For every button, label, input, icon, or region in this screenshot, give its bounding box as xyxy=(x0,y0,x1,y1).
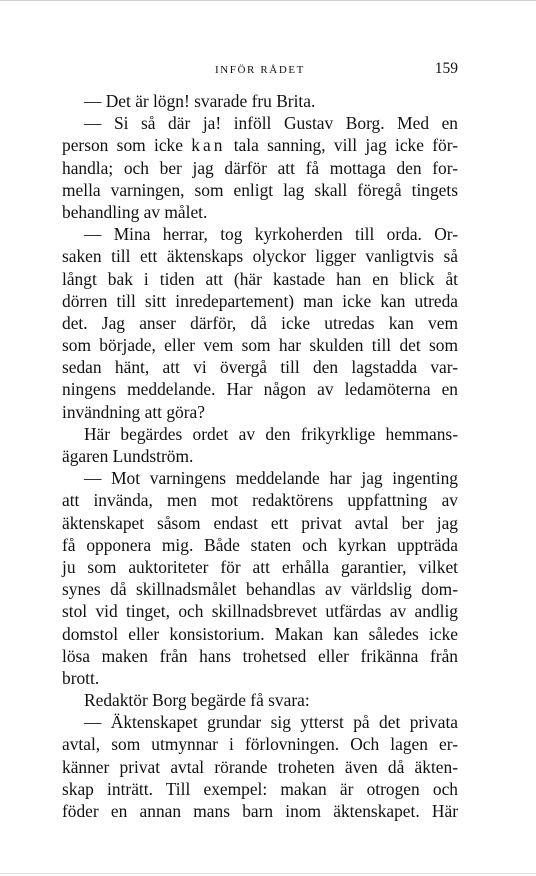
text-line: Här begärdes ordet av den frikyrklige hemmans- xyxy=(84,423,458,444)
text-line: synes då skillnadsmålet behandlas av världslig dom- xyxy=(62,579,458,600)
text-line: saken till ett äktenskaps olyckor ligger vanligtvis så xyxy=(62,246,458,267)
text-line: Redaktör Borg begärde få svara: xyxy=(84,690,310,711)
text-line: handla; och ber jag därför att få mottaga den for- xyxy=(62,157,458,178)
text-line: domstol eller konsistorium. Makan kan således icke xyxy=(62,623,458,644)
text-line: som började, eller vem som har skulden till det som xyxy=(62,335,458,356)
text-line xyxy=(62,134,458,156)
text-line: få opponera mig. Både staten och kyrkan uppträda xyxy=(62,534,458,555)
text-line: det. Jag anser därför, då icke utredas kan vem xyxy=(62,312,458,333)
text-line: känner privat avtal rörande troheten även då äkten- xyxy=(62,756,458,777)
text-line: ningens meddelande. Har någon av ledamöterna en xyxy=(62,379,458,400)
text-line: behandling av målet. xyxy=(62,201,208,222)
text-line: — Si så där ja! inföll Gustav Borg. Med en xyxy=(84,113,458,134)
top-rule xyxy=(0,0,536,1)
text-line: äktenskapet såsom endast ett privat avtal ber jag xyxy=(62,512,458,533)
bottom-rule xyxy=(0,873,536,874)
text-line: ägaren Lundström. xyxy=(62,446,194,466)
text-line: långt bak i tiden att (här kastade han en blick åt xyxy=(62,268,458,289)
page-number: 159 xyxy=(434,60,458,77)
text-line: ju som auktoriteter för att erhålla garantier, vilket xyxy=(62,556,458,577)
body-text xyxy=(62,90,458,822)
text-line: — Det är lögn! svarade fru Brita. xyxy=(84,91,316,111)
text-line: invändning att göra? xyxy=(62,401,205,422)
text-line: mella varningen, som enligt lag skall föregå tingets xyxy=(62,179,458,200)
text-line: skap inträtt. Till exempel: makan är otrogen och xyxy=(62,778,458,799)
page-header xyxy=(62,58,458,82)
text-line: avtal, som utmynnar i förlovningen. Och lagen er- xyxy=(62,734,458,755)
text-line: dörren till sitt inredepartement) man icke kan utreda xyxy=(62,290,458,311)
text-line: brott. xyxy=(62,667,100,688)
text-line: föder en annan mans barn inom äktenskapet. Här xyxy=(62,801,458,821)
emphasis-text: kan xyxy=(191,135,226,156)
text-segment: tala sanning, vill jag icke för- xyxy=(225,135,458,156)
text-line: lösa maken från hans trohetsed eller frikänna från xyxy=(62,645,458,666)
text-line: att invända, men mot redaktörens uppfattning av xyxy=(62,490,458,511)
text-line: sedan hänt, att vi övergå till den lagstadda var- xyxy=(62,357,458,378)
text-line: — Mina herrar, tog kyrkoherden till orda. Or- xyxy=(84,224,458,245)
text-line: stol vid tinget, och skillnadsbrevet utfärdas av andlig xyxy=(62,601,458,622)
text-line: — Äktenskapet grundar sig ytterst på det privata xyxy=(84,712,458,733)
text-segment: person som icke xyxy=(62,135,192,156)
running-title: INFÖR RÅDET xyxy=(214,64,306,76)
text-line: — Mot varningens meddelande har jag ingenting xyxy=(84,468,458,489)
